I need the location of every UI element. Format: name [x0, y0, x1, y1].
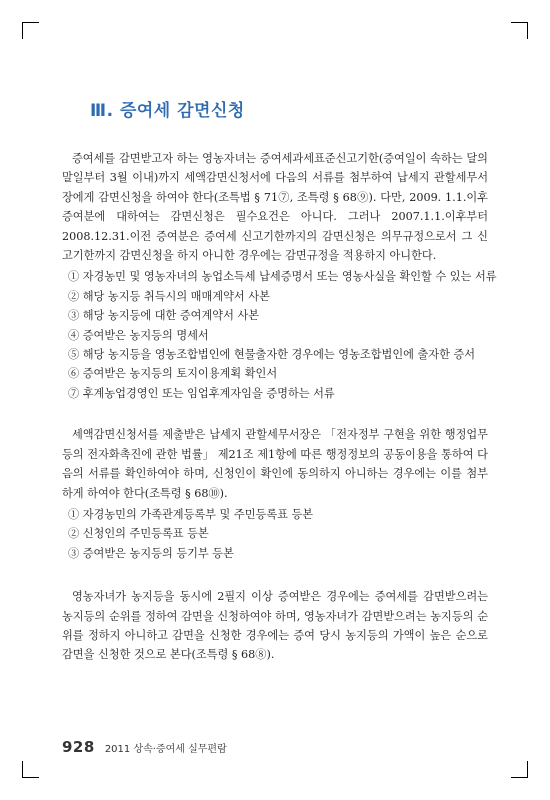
list-item: ⑤ 해당 농지등을 영농조합법인에 현물출자한 경우에는 영농조합법인에 출자한 증서	[68, 348, 476, 362]
page-number: 928	[62, 738, 95, 756]
page-footer	[62, 738, 227, 756]
section-title: Ⅲ. 증여세 감면신청	[90, 101, 245, 121]
crop-mark-top-left	[22, 22, 39, 39]
paragraph-multiple-parcels: 영농자녀가 농지등을 동시에 2필지 이상 증여받은 경우에는 증여세를 감면받으려는 농지등의 순위를 정하여 감면을 신청하여야 하며, 영농자녀가 감면받으려는 농지등의 순위를 정하지 아니하고 감면을 신청한 경우에는 증여 당시 농지등의 가액이 높은 순으로 감면을 신청한 것으로 본다(조특령 § 68⑧).	[62, 590, 488, 662]
paragraph-verification: 세액감면신청서를 제출받은 납세지 관할세무서장은 「전자정부 구현을 위한 행정업무 등의 전자화촉진에 관한 법률」 제21조 제1항에 따른 행정정보의 공동이용을 통하여 다음의 서류를 확인하여야 하며, 신청인이 확인에 동의하지 아니하는 경우에는 이를 첨부하게 하여야 한다(조특령 § 68⑩).	[62, 428, 488, 500]
paragraph-application-deadline: 증여세를 감면받고자 하는 영농자녀는 증여세과세표준신고기한(증여일이 속하는 달의 말일부터 3월 이내)까지 세액감면신청서에 다음의 서류를 첨부하여 납세지 관할세무서장에게 감면신청을 하여야 한다(조특법 § 71⑦, 조특령 § 68⑨). 다만, 2009. 1.1.이후 증여분에 대하여는 감면신청은 필수요건은 아니다. 그러나 2007.1.1.이후부터 2008.12.31.이전 증여분은 증여세 신고기한까지의 감면신청은 의무규정으로서 그 신고기한까지 감면신청을 하지 아니한 경우에는 감면규정을 적용하지 아니한다.	[62, 152, 488, 263]
list-item: ① 자경농민 및 영농자녀의 농업소득세 납세증명서 또는 영농사실을 확인할 수 있는 서류	[68, 270, 497, 284]
crop-mark-bottom-left	[22, 761, 39, 778]
list-item: ⑦ 후계농업경영인 또는 임업후계자임을 증명하는 서류	[68, 386, 335, 400]
required-documents-list	[62, 267, 497, 403]
list-item: ④ 증여받은 농지등의 명세서	[68, 328, 209, 342]
document-body	[62, 149, 497, 665]
list-item: ③ 증여받은 농지등의 등기부 등본	[68, 546, 234, 560]
verified-documents-list	[62, 505, 488, 563]
crop-mark-top-right	[511, 22, 528, 39]
list-item: ③ 해당 농지등에 대한 증여계약서 사본	[68, 309, 260, 323]
list-item: ② 신청인의 주민등록표 등본	[68, 527, 209, 541]
list-item: ⑥ 증여받은 농지등의 토지이용계획 확인서	[68, 367, 278, 381]
list-item: ② 해당 농지등 취득시의 매매계약서 사본	[68, 289, 270, 303]
list-item: ① 자경농민의 가족관계등록부 및 주민등록표 등본	[68, 507, 314, 521]
crop-mark-bottom-right	[511, 761, 528, 778]
book-title: 2011 상속·증여세 실무편람	[104, 744, 227, 755]
multiple-parcels-block	[62, 587, 488, 665]
verification-block	[62, 425, 488, 563]
application-requirements-block	[62, 149, 497, 403]
